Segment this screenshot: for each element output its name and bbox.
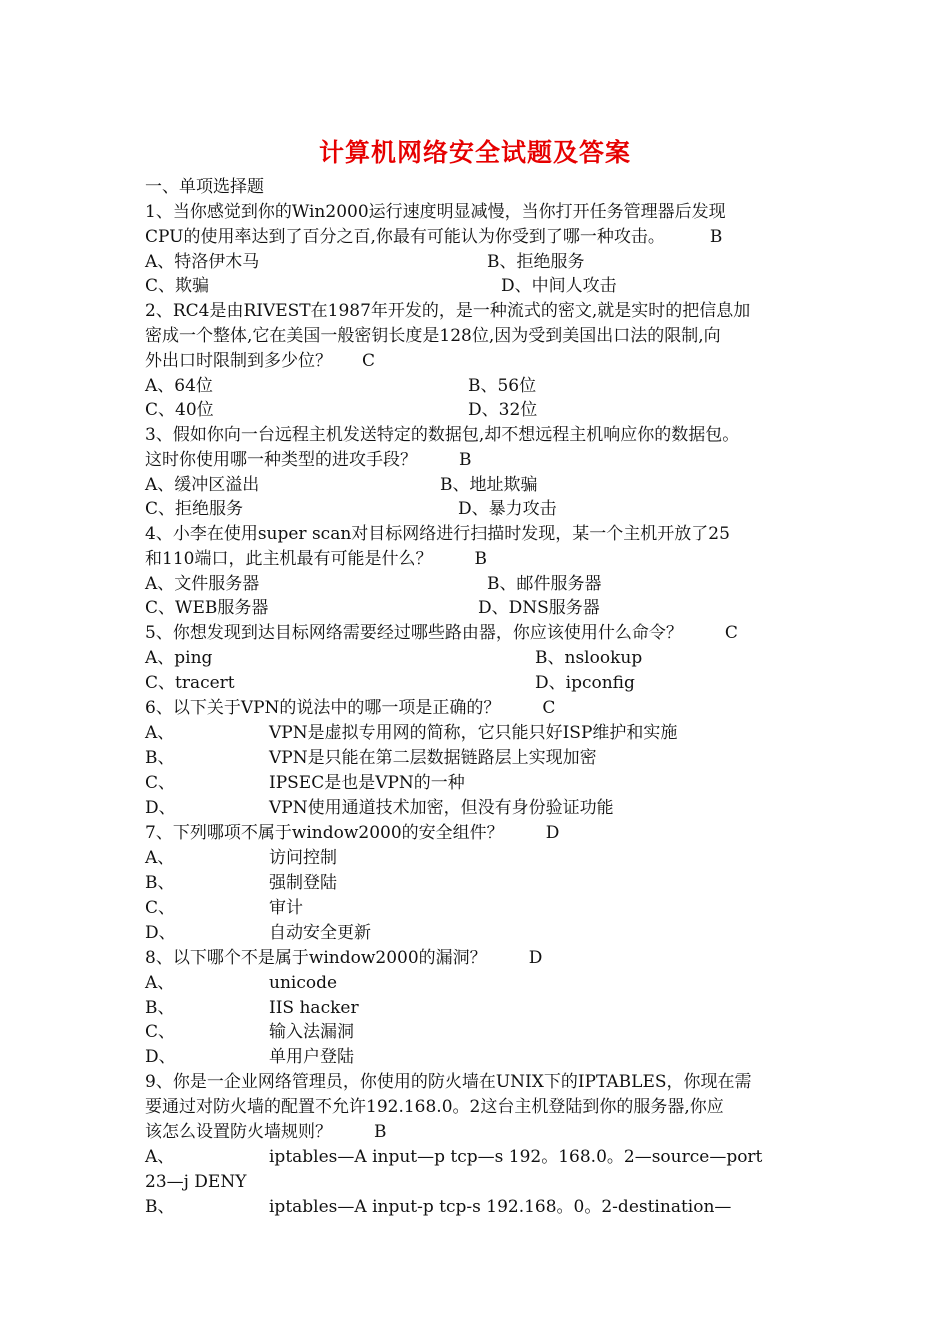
question-6-line-1 — [145, 696, 555, 720]
question-4-option-c: C、WEB服务器 — [145, 598, 269, 618]
section-heading: 一、单项选择题 — [145, 177, 264, 197]
question-5-option-d: D、ipconfig — [535, 673, 635, 693]
question-9-option-a-continued: 23—j DENY — [145, 1172, 247, 1192]
question-5-text: 5、你想发现到达目标网络需要经过哪些路由器，你应该使用什么命令？ — [145, 623, 683, 643]
question-9-text: 该怎么设置防火墙规则？ — [145, 1122, 332, 1142]
question-4-option-a: A、文件服务器 — [145, 574, 260, 594]
question-4-option-d: D、DNS服务器 — [478, 598, 600, 618]
question-6-text: 6、以下关于VPN的说法中的哪一项是正确的？ — [145, 698, 501, 718]
question-1-option-b: B、拒绝服务 — [487, 252, 585, 272]
question-8-line-1 — [145, 946, 542, 970]
question-3-option-a: A、缓冲区溢出 — [145, 475, 260, 495]
question-1-option-c: C、欺骗 — [145, 276, 210, 296]
document-title: 计算机网络安全试题及答案 — [318, 138, 631, 167]
question-9-option-b: iptables—A input-p tcp-s 192.168。0。2-destination— — [269, 1197, 732, 1217]
question-7-option-b-label: B、 — [145, 873, 175, 893]
question-5-option-a: A、ping — [145, 648, 213, 668]
question-4-line-1: 4、小李在使用super scan对目标网络进行扫描时发现，某一个主机开放了25 — [145, 524, 730, 544]
question-6-option-a-label: A、 — [145, 723, 175, 743]
question-8-option-a: unicode — [269, 973, 338, 993]
question-8-text: 8、以下哪个不是属于window2000的漏洞？ — [145, 948, 487, 968]
question-7-option-d: 自动安全更新 — [269, 923, 371, 943]
question-3-option-b: B、地址欺骗 — [440, 475, 538, 495]
question-1-line-2 — [145, 225, 722, 249]
question-3-answer: B — [459, 450, 472, 470]
question-7-option-b: 强制登陆 — [269, 873, 337, 893]
question-9-option-a: iptables—A input—p tcp—s 192。168.0。2—source—port — [269, 1147, 763, 1167]
question-6-option-b: VPN是只能在第二层数据链路层上实现加密 — [269, 748, 597, 768]
question-3-text: 这时你使用哪一种类型的进攻手段？ — [145, 450, 417, 470]
question-1-text: CPU的使用率达到了百分之百,你最有可能认为你受到了哪一种攻击。 — [145, 227, 665, 247]
question-2-answer: C — [362, 351, 376, 371]
question-2-option-a: A、64位 — [145, 376, 213, 396]
question-9-option-a-label: A、 — [145, 1147, 175, 1167]
question-8-option-c: 输入法漏洞 — [269, 1022, 354, 1042]
question-9-line-1: 9、你是一企业网络管理员，你使用的防火墙在UNIX下的IPTABLES，你现在需 — [145, 1072, 752, 1092]
question-1-option-d: D、中间人攻击 — [501, 276, 617, 296]
question-1-option-a: A、特洛伊木马 — [145, 252, 260, 272]
question-3-option-d: D、暴力攻击 — [458, 499, 557, 519]
question-8-option-b-label: B、 — [145, 998, 175, 1018]
question-6-option-a: VPN是虚拟专用网的简称，它只能只好ISP维护和实施 — [269, 723, 678, 743]
question-7-option-d-label: D、 — [145, 923, 176, 943]
question-5-line-1 — [145, 621, 738, 645]
question-9-option-b-label: B、 — [145, 1197, 175, 1217]
question-6-option-d: VPN使用通道技术加密，但没有身份验证功能 — [269, 798, 614, 818]
question-7-answer: D — [545, 823, 560, 843]
question-4-text: 和110端口，此主机最有可能是什么？ — [145, 549, 433, 569]
question-4-option-b: B、邮件服务器 — [487, 574, 602, 594]
question-8-option-d: 单用户登陆 — [269, 1047, 354, 1067]
question-2-option-d: D、32位 — [468, 400, 538, 420]
question-5-option-c: C、tracert — [145, 673, 235, 693]
question-3-line-1: 3、假如你向一台远程主机发送特定的数据包,却不想远程主机响应你的数据包。 — [145, 425, 740, 445]
question-4-answer: B — [474, 549, 487, 569]
question-4-line-2 — [145, 547, 487, 571]
question-2-option-c: C、40位 — [145, 400, 214, 420]
question-1-line-1: 1、当你感觉到你的Win2000运行速度明显减慢，当你打开任务管理器后发现 — [145, 202, 726, 222]
question-6-option-c: IPSEC是也是VPN的一种 — [269, 773, 465, 793]
question-9-line-3 — [145, 1120, 387, 1144]
question-2-line-1: 2、RC4是由RIVEST在1987年开发的，是一种流式的密文,就是实时的把信息加 — [145, 301, 751, 321]
question-8-option-c-label: C、 — [145, 1022, 176, 1042]
question-7-line-1 — [145, 821, 559, 845]
question-6-answer: C — [542, 698, 556, 718]
question-1-answer: B — [709, 227, 723, 247]
question-6-option-d-label: D、 — [145, 798, 176, 818]
question-6-option-c-label: C、 — [145, 773, 176, 793]
question-5-answer: C — [724, 623, 738, 643]
question-7-option-a: 访问控制 — [269, 848, 337, 868]
question-3-option-c: C、拒绝服务 — [145, 499, 244, 519]
question-5-option-b: B、nslookup — [535, 648, 643, 668]
question-6-option-b-label: B、 — [145, 748, 175, 768]
question-2-line-2: 密成一个整体,它在美国一般密钥长度是128位,因为受到美国出口法的限制,向 — [145, 326, 721, 346]
question-8-option-d-label: D、 — [145, 1047, 176, 1067]
question-8-answer: D — [528, 948, 543, 968]
question-2-option-b: B、56位 — [468, 376, 537, 396]
question-7-option-c-label: C、 — [145, 898, 176, 918]
question-3-line-2 — [145, 448, 472, 472]
question-9-line-2: 要通过对防火墙的配置不允许192.168.0。2这台主机登陆到你的服务器,你应 — [145, 1097, 724, 1117]
question-8-option-b: IIS hacker — [269, 998, 359, 1018]
question-7-text: 7、下列哪项不属于window2000的安全组件？ — [145, 823, 504, 843]
question-7-option-a-label: A、 — [145, 848, 175, 868]
question-9-answer: B — [374, 1122, 387, 1142]
question-2-line-3 — [145, 349, 375, 373]
question-7-option-c: 审计 — [269, 898, 303, 918]
question-8-option-a-label: A、 — [145, 973, 175, 993]
question-2-text: 外出口时限制到多少位？ — [145, 351, 332, 371]
